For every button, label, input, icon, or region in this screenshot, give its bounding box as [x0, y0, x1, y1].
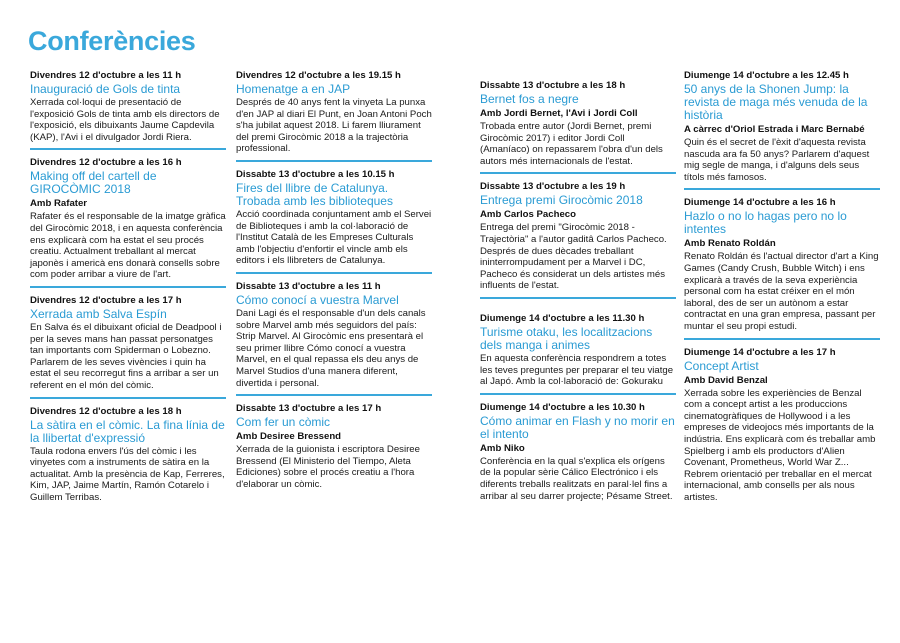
event-date: Diumenge 14 d'octubre a les 12.45 h	[684, 70, 849, 81]
event-card	[30, 157, 226, 288]
event-title: Entrega premi Girocòmic 2018	[480, 193, 643, 208]
event-date: Diumenge 14 d'octubre a les 10.30 h	[480, 401, 645, 413]
event-date: Dissabte 13 d'octubre a les 18 h	[480, 80, 626, 91]
column-2	[236, 70, 432, 502]
event-card	[30, 70, 226, 150]
event-description: En aquesta conferència respondrem a totes les teves preguntes per preparar el teu viatge al Japó. Amb la col·laboració de: Gokuraku	[480, 352, 674, 388]
event-card	[684, 70, 880, 190]
event-card	[30, 406, 226, 509]
event-date: Dissabte 13 d'octubre a les 11 h	[236, 280, 381, 292]
event-description: Taula rodona envers l'ús del còmic i les vinyetes com a instruments de sàtira en la actualitat. Amb la presència de Kap, Ferreres, Kim, JAP, Jaime Martín, Ramón Cotarelo i Guillem Terribas.	[30, 445, 225, 503]
event-card	[236, 70, 432, 162]
event-card	[236, 403, 432, 495]
event-speaker: Amb Rafater	[30, 198, 88, 210]
event-date: Divendres 12 d'octubre a les 19.15 h	[236, 70, 401, 81]
column-4	[684, 70, 880, 515]
event-title: 50 anys de la Shonen Jump: la revista de maga més venuda de la història	[684, 82, 868, 122]
event-card	[480, 181, 676, 299]
event-speaker: Amb Carlos Pacheco	[480, 209, 576, 221]
event-description: Xerrada sobre les experiències de Benzal com a concept artist a les produccions cinematogràfiques de Hollywood i a les empreses de videojocs més importants de la indústria. Ens explicarà com és treballar amb Spielberg i amb els productors d'Alien Covenant, Prometheus, World War Z... Rebrem orientació per treballar en el mercat internacional, amb consells per als nous artistes.	[684, 387, 876, 503]
event-description: Rafater és el responsable de la imatge gràfica del Girocòmic 2018, i en aquesta conferència ens explicarà com ha estat el seu procés creatiu. Actualment treballant al mercat japonès i americà ens donarà consells sobre com poder arribar a viure de l'art.	[30, 211, 226, 281]
event-card	[236, 169, 432, 274]
event-description: Xerrada de la guionista i escriptora Desiree Bressend (El Ministerio del Tiempo, Aleta Ediciones) sobre el procés creatiu a l'hora d'elaborar un còmic.	[236, 444, 420, 490]
event-date: Divendres 12 d'octubre a les 11 h	[30, 70, 182, 81]
event-title: Com fer un còmic	[236, 415, 331, 430]
event-title: La sàtira en el còmic. La fina línia de la llibertat d'expressió	[30, 417, 225, 445]
event-title: Inauguració de Gols de tinta	[30, 82, 181, 96]
event-title: Cómo conocí a vuestra Marvel	[236, 292, 399, 307]
event-title: Cómo animar en Flash y no morir en el intento	[480, 413, 675, 441]
event-title: Hazlo o no lo hagas pero no lo intentes	[684, 209, 847, 237]
event-card	[236, 281, 432, 396]
event-date: Dissabte 13 d'octubre a les 17 h	[236, 403, 382, 415]
event-description: Xerrada col·loqui de presentació de l'exposició Gols de tinta amb els directors de l'exposició, els dibuixants Jaume Capdevila (KAP), l'Avi i el divulgador Jordi Riera.	[30, 97, 220, 143]
event-card	[480, 402, 676, 507]
event-title: Xerrada amb Salva Espín	[30, 306, 167, 321]
event-description: Després de 40 anys fent la vinyeta La punxa d'en JAP al diari El Punt, en Joan Antoni Poch s'ha jubilat aquest 2018. Li farem lliurament del premi Girocòmic 2018 a la trajectòria professional.	[236, 97, 432, 155]
event-date: Dissabte 13 d'octubre a les 10.15 h	[236, 168, 395, 180]
column-3	[480, 80, 676, 514]
event-description: Acció coordinada conjuntament amb el Servei de Biblioteques i amb la col·laboració de l'Institut Català de les Empreses Culturals amb l'objectiu d'enfortir el vincle amb els editors i els llibreters de Catalunya.	[236, 208, 432, 267]
page-title: Conferències	[28, 26, 196, 56]
event-description: Renato Roldán és l'actual director d'art a King Games (Candy Crush, Bubble Witch) i ens explicarà a través de la seva experiència personal com ha estat créixer en el món laboral, des de ser un autònom a estar contractat en una gran empresa, passant per muntar el seu propi estudi.	[684, 251, 879, 332]
event-date: Diumenge 14 d'octubre a les 16 h	[684, 197, 836, 209]
event-speaker: Amb Niko	[480, 442, 525, 454]
event-card	[480, 80, 676, 174]
column-1	[30, 70, 226, 515]
event-title: Concept Artist	[684, 358, 759, 373]
event-date: Divendres 12 d'octubre a les 17 h	[30, 294, 182, 306]
event-speaker: Amb Jordi Bernet, l'Avi i Jordi Coll	[480, 108, 638, 119]
event-card	[684, 197, 880, 339]
event-card	[684, 347, 880, 509]
event-card	[480, 313, 676, 395]
event-description: Quin és el secret de l'èxit d'aquesta revista nascuda ara fa 50 anys? Parlarem d'aquest mig segle de manga, i d'alguns dels seus títols més famosos.	[684, 137, 870, 183]
event-title: Fires del llibre de Catalunya. Trobada amb les biblioteques	[236, 180, 393, 208]
event-card	[30, 295, 226, 399]
event-description: Dani Lagi és el responsable d'un dels canals sobre Marvel amb més seguidors del país: Strip Marvel. Al Girocòmic ens presentarà el seu primer llibre Cómo conocí a vuestra Marvel, en el qual repassa els deu anys de Marvel Studios d'una manera diferent, divertida i personal.	[236, 307, 426, 389]
event-date: Diumenge 14 d'octubre a les 17 h	[684, 346, 836, 358]
event-speaker: Amb Renato Roldán	[684, 238, 776, 250]
event-title: Homenatge a en JAP	[236, 82, 351, 96]
event-description: En Salva és el dibuixant oficial de Deadpool i per la seves mans han passat personatges tan importants com Spiderman o Lobezno. Parlarem de les seves vivències i quin ha estat el seu recorregut fins a arribar a ser un referent en el món del còmic.	[30, 321, 222, 391]
event-title: Bernet fos a negre	[480, 92, 579, 106]
event-title: Turisme otaku, les localitzacions dels manga i animes	[480, 324, 653, 352]
event-speaker: Amb Desiree Bressend	[236, 431, 342, 443]
event-title: Making off del cartell de GIROCÒMIC 2018	[30, 169, 157, 197]
event-description: Trobada entre autor (Jordi Bernet, premi Girocòmic 2017) i editor Jordi Coll (Amaníaco) on repassarem l'obra d'un dels autors més internacionals de l'estat.	[480, 121, 663, 167]
event-speaker: Amb David Benzal	[684, 374, 768, 386]
event-date: Diumenge 14 d'octubre a les 11.30 h	[480, 312, 645, 324]
event-description: Conferència en la qual s'explica els orígens de la popular sèrie Cálico Electrónico i els diferents treballs realitzats en paral·lel fins a arribar al seu darrer projecte; Pésame Street.	[480, 455, 673, 502]
event-date: Divendres 12 d'octubre a les 18 h	[30, 405, 182, 417]
event-description: Entrega del premi "Girocòmic 2018 - Trajectòria" a l'autor gaditâ Carlos Pacheco. Després de dues dècades treballant ininterrompudament per a Marvel i DC, Pacheco és considerat un dels artistes més influents de l'estat.	[480, 222, 667, 292]
event-date: Divendres 12 d'octubre a les 16 h	[30, 157, 182, 169]
event-date: Dissabte 13 d'octubre a les 19 h	[480, 181, 626, 193]
event-speaker: A càrrec d'Oriol Estrada i Marc Bernabé	[684, 124, 865, 135]
